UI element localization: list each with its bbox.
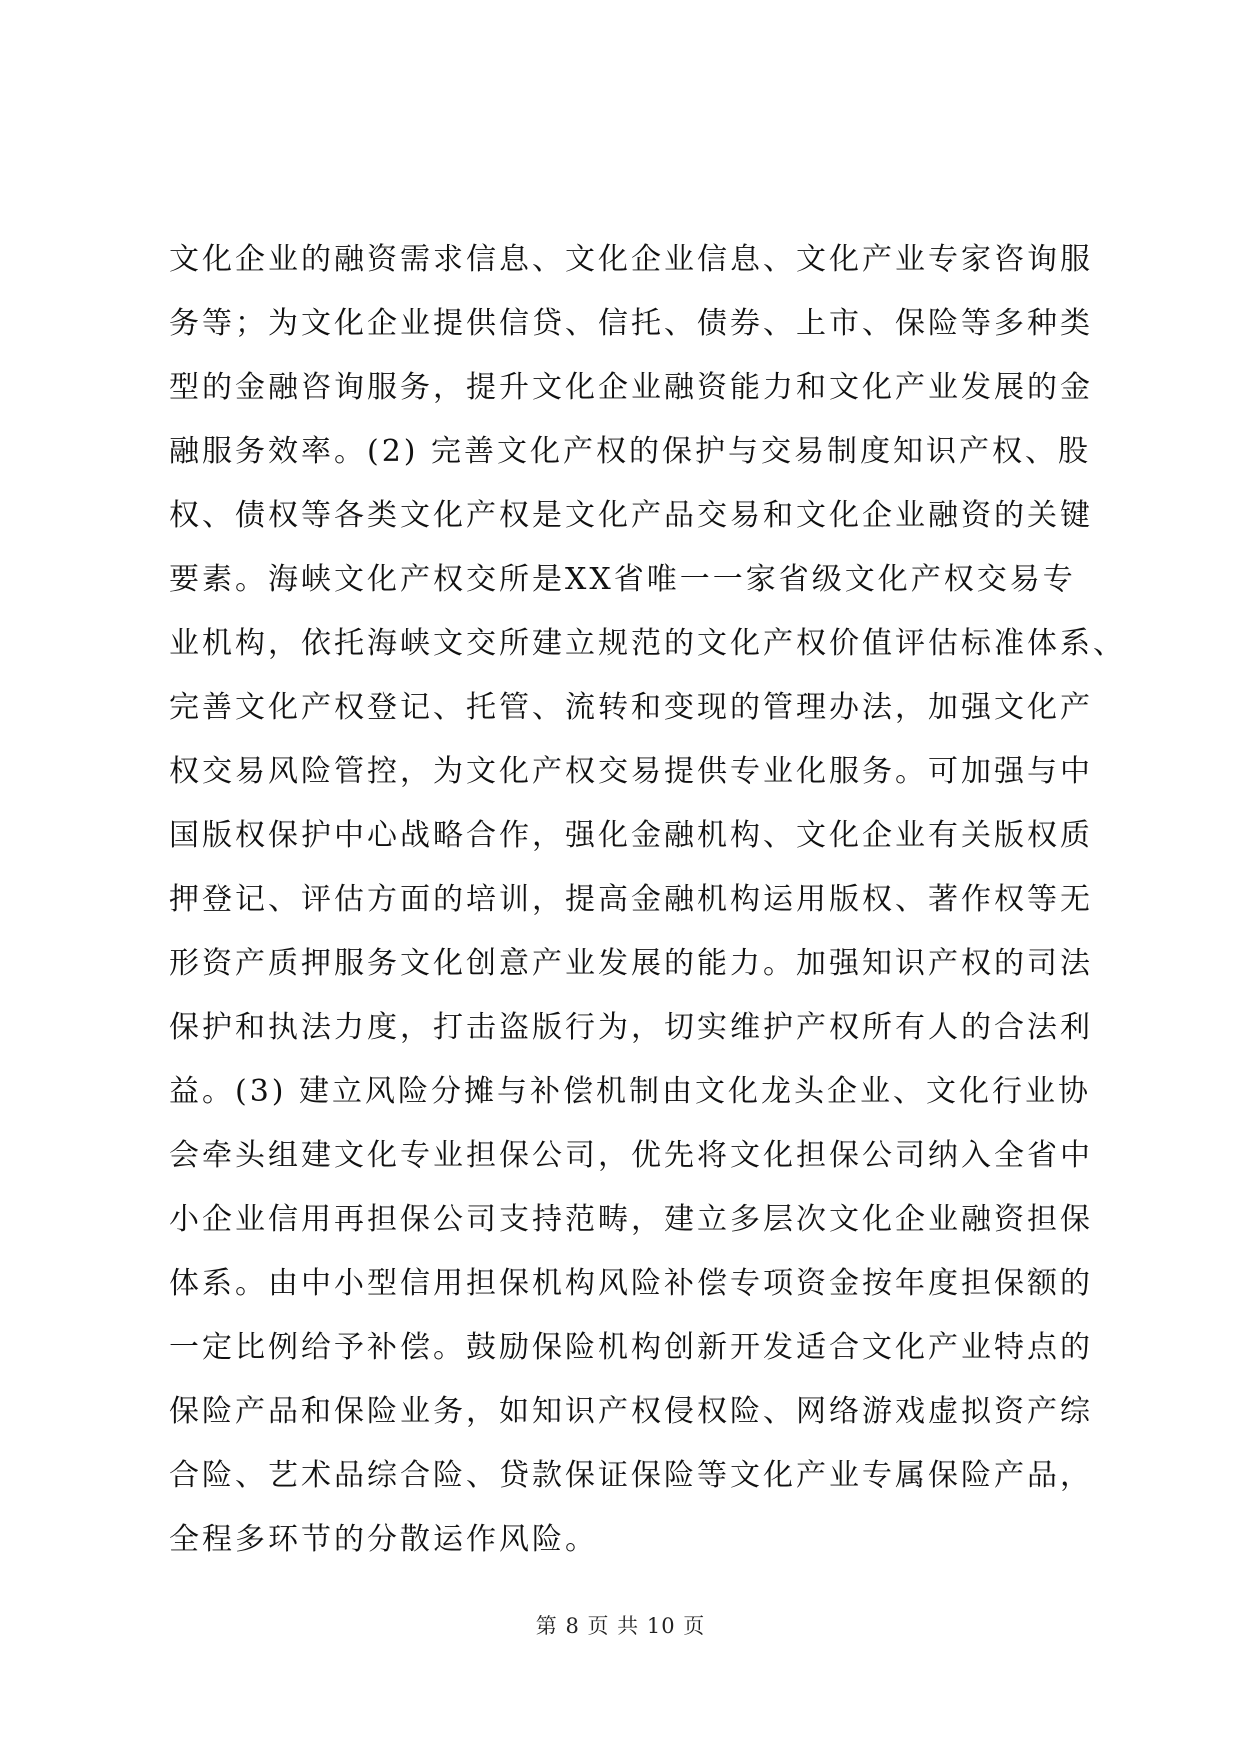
text-line: 权、债权等各类文化产权是文化产品交易和文化企业融资的关键	[169, 498, 1093, 533]
text-line: 保险产品和保险业务，如知识产权侵权险、网络游戏虚拟资产综	[169, 1394, 1093, 1429]
text-line: 全程多环节的分散运作风险。	[169, 1522, 598, 1557]
text-line: 会牵头组建文化专业担保公司，优先将文化担保公司纳入全省中	[169, 1138, 1093, 1173]
text-line: 文化企业的融资需求信息、文化企业信息、文化产业专家咨询服	[169, 242, 1093, 277]
text-line: 完善文化产权登记、托管、流转和变现的管理办法，加强文化产	[169, 690, 1093, 725]
text-line: 一定比例给予补偿。鼓励保险机构创新开发适合文化产业特点的	[169, 1330, 1093, 1365]
text-line: 体系。由中小型信用担保机构风险补偿专项资金按年度担保额的	[169, 1266, 1093, 1301]
text-line: 国版权保护中心战略合作，强化金融机构、文化企业有关版权质	[169, 818, 1093, 853]
text-line: 务等；为文化企业提供信贷、信托、债券、上市、保险等多种类	[169, 306, 1093, 341]
text-line: 融服务效率。(2) 完善文化产权的保护与交易制度知识产权、股	[169, 434, 1092, 469]
text-line: 押登记、评估方面的培训，提高金融机构运用版权、著作权等无	[169, 882, 1093, 917]
text-line: 业机构，依托海峡文交所建立规范的文化产权价值评估标准体系、	[169, 626, 1126, 661]
text-line: 合险、艺术品综合险、贷款保证保险等文化产业专属保险产品，	[169, 1458, 1093, 1493]
page-number-label: 第 8 页 共 10 页	[535, 1614, 706, 1638]
text-line: 要素。海峡文化产权交所是XX省唯一一家省级文化产权交易专	[169, 562, 1076, 597]
text-line: 保护和执法力度，打击盗版行为，切实维护产权所有人的合法利	[169, 1010, 1093, 1045]
text-line: 益。(3) 建立风险分摊与补偿机制由文化龙头企业、文化行业协	[169, 1074, 1092, 1109]
body-text	[169, 228, 1126, 1572]
page-footer	[0, 1612, 1241, 1640]
text-line: 形资产质押服务文化创意产业发展的能力。加强知识产权的司法	[169, 946, 1093, 981]
text-line: 权交易风险管控，为文化产权交易提供专业化服务。可加强与中	[169, 754, 1093, 789]
text-line: 型的金融咨询服务，提升文化企业融资能力和文化产业发展的金	[169, 370, 1093, 405]
text-line: 小企业信用再担保公司支持范畴，建立多层次文化企业融资担保	[169, 1202, 1093, 1237]
